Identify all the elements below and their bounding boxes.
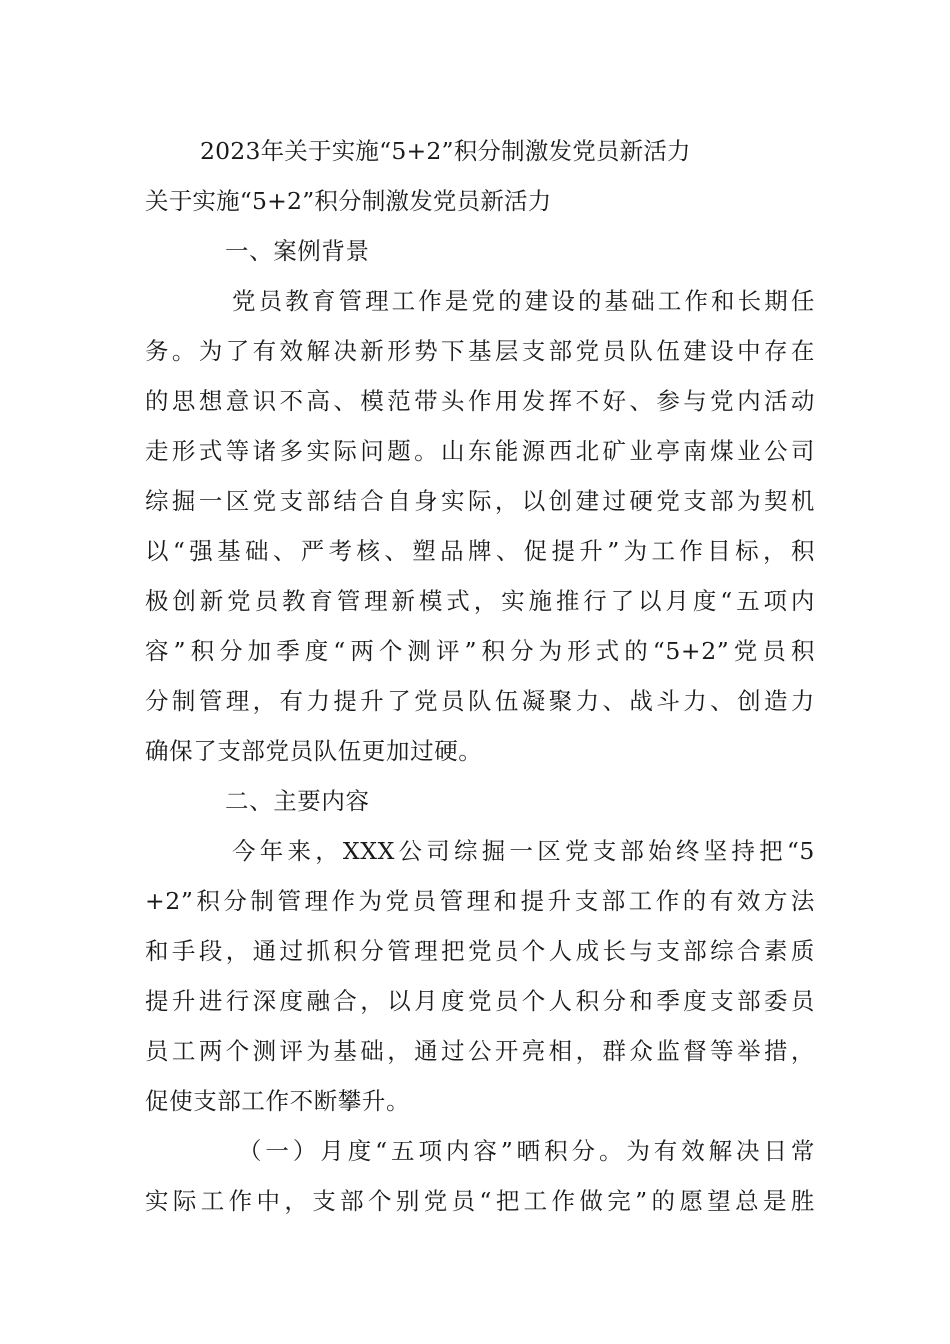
subsection-heading-line: （一）月度“五项内容”晒积分。为有效解决日常: [238, 1137, 815, 1165]
paragraph-line: 以“强基础、严考核、塑品牌、促提升”为工作目标，积: [145, 537, 815, 565]
section-heading-background: 一、案例背景: [225, 237, 370, 265]
document-title: 2023年关于实施“5+2”积分制激发党员新活力: [200, 137, 691, 165]
paragraph-line: 极创新党员教育管理新模式，实施推行了以月度“五项内: [145, 587, 815, 615]
paragraph-line: +2”积分制管理作为党员管理和提升支部工作的有效方法: [145, 887, 815, 915]
paragraph-line: 确保了支部党员队伍更加过硬。: [145, 737, 483, 765]
paragraph-line: 分制管理，有力提升了党员队伍凝聚力、战斗力、创造力: [145, 687, 815, 715]
paragraph-line: 务。为了有效解决新形势下基层支部党员队伍建设中存在: [145, 337, 815, 365]
paragraph-line: 提升进行深度融合，以月度党员个人积分和季度支部委员: [145, 987, 815, 1015]
paragraph-line: 和手段，通过抓积分管理把党员个人成长与支部综合素质: [145, 937, 815, 965]
section-heading-content: 二、主要内容: [225, 787, 370, 815]
paragraph-line: 员工两个测评为基础，通过公开亮相，群众监督等举措，: [145, 1037, 815, 1065]
paragraph-line: 容”积分加季度“两个测评”积分为形式的“5+2”党员积: [145, 637, 815, 665]
paragraph-line: 党员教育管理工作是党的建设的基础工作和长期任: [232, 287, 815, 315]
paragraph-line: 促使支部工作不断攀升。: [145, 1087, 411, 1115]
paragraph-line: 的思想意识不高、模范带头作用发挥不好、参与党内活动: [145, 387, 815, 415]
paragraph-line: 今年来，XXX公司综掘一区党支部始终坚持把“5: [232, 837, 815, 865]
paragraph-line: 综掘一区党支部结合自身实际，以创建过硬党支部为契机: [145, 487, 815, 515]
paragraph-line: 走形式等诸多实际问题。山东能源西北矿业亭南煤业公司: [145, 437, 815, 465]
paragraph-line: 实际工作中，支部个别党员“把工作做完”的愿望总是胜: [145, 1187, 815, 1215]
document-subtitle: 关于实施“5+2”积分制激发党员新活力: [145, 187, 552, 215]
